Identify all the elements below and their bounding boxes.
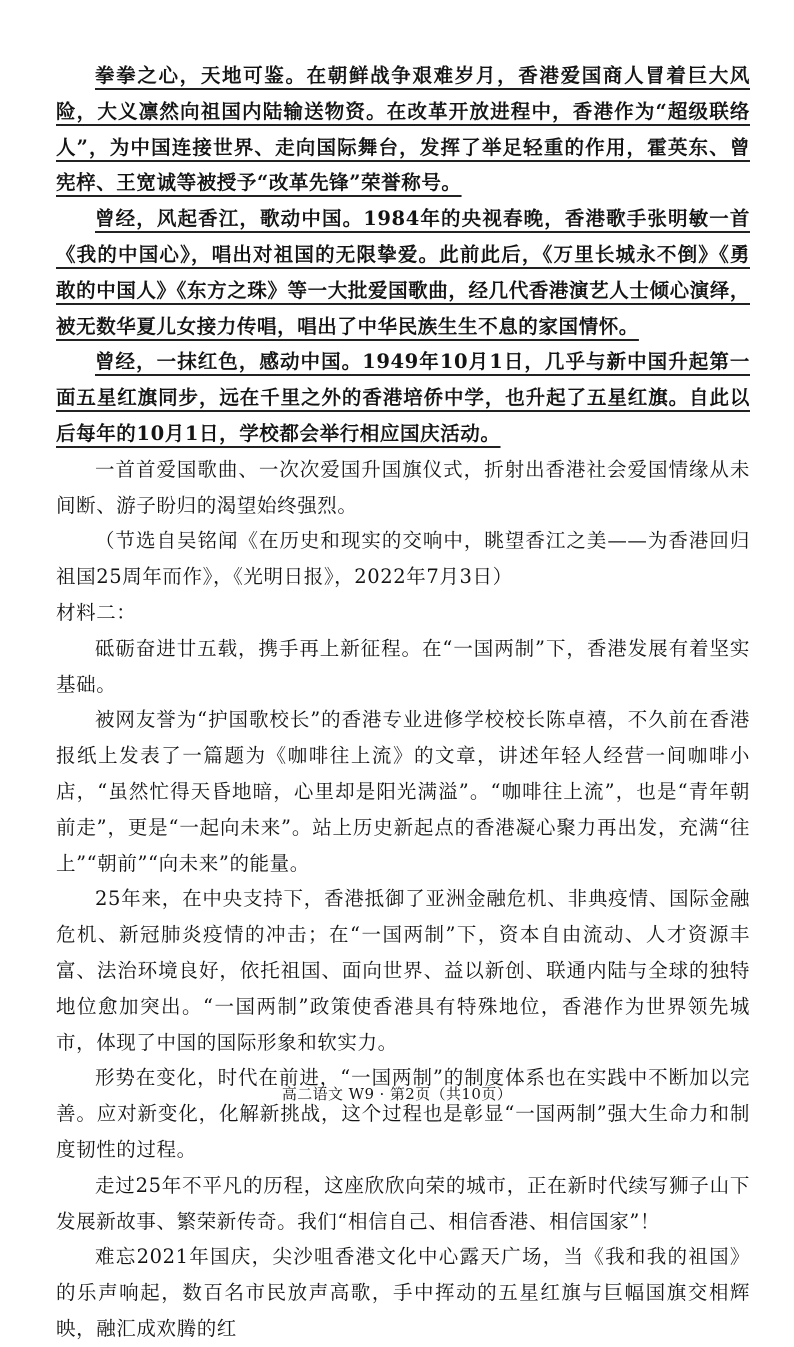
- page-footer: 高二语文 W9 · 第2页（共10页）: [281, 1085, 513, 1103]
- paragraph-new-journey: 砥砺奋进廿五载，携手再上新征程。在“一国两制”下，香港发展有着坚实基础。: [56, 636, 750, 696]
- paragraph-flourishing-city: 走过25年不平凡的历程，这座欣欣向荣的城市，正在新时代续写狮子山下发展新故事、繁荣新传奇。我们“相信自己、相信香港、相信国家”！: [56, 1173, 750, 1233]
- underlined-text: 曾经，一抹红色，感动中国。1949年10月1日，几乎与新中国升起第一面五星红旗同步，远在千里之外的香港培侨中学，也升起了五星红旗。自此以后每年的10月1日，学校都会举行相应国庆活动。: [56, 350, 750, 445]
- paragraph-changing-times: 形势在变化，时代在前进，“一国两制”的制度体系也在实践中不断加以完善。应对新变化，化解新挑战，这个过程也是彰显“一国两制”强大生命力和制度韧性的过程。: [56, 1066, 750, 1161]
- paragraph-national-flag: [56, 344, 750, 451]
- paragraph-coffee-article: 被网友誉为“护国歌校长”的香港专业进修学校校长陈卓禧，不久前在香港报纸上发表了一篇题为《咖啡往上流》的文章，讲述年轻人经营一间咖啡小店，“虽然忙得天昏地暗，心里却是阳光满溢”。“咖啡往上流”，也是“青年朝前走”，更是“一起向未来”。站上历史新起点的香港凝心聚力再出发，充满“往上”“朝前”“向未来”的能量。: [56, 708, 750, 875]
- paragraph-25-years: 25年来，在中央支持下，香港抵御了亚洲金融危机、非典疫情、国际金融危机、新冠肺炎疫情的冲击；在“一国两制”下，资本自由流动、人才资源丰富、法治环境良好，依托祖国、面向世界、益以新创、联通内陆与全球的独特地位愈加突出。“一国两制”政策使香港具有特殊地位，香港作为世界领先城市，体现了中国的国际形象和软实力。: [56, 887, 750, 1054]
- underlined-text: 拳拳之心，天地可鉴。在朝鲜战争艰难岁月，香港爱国商人冒着巨大风险，大义凛然向祖国内陆输送物资。在改革开放进程中，香港作为“超级联络人”，为中国连接世界、走向国际舞台，发挥了举足轻重的作用，霍英东、曾宪梓、王宽诚等被授予“改革先锋”荣誉称号。: [56, 64, 750, 195]
- paragraph-national-day-2021: 难忘2021年国庆，尖沙咀香港文化中心露天广场，当《我和我的祖国》的乐声响起，数百名市民放声高歌，手中挥动的五星红旗与巨幅国旗交相辉映，融汇成欢腾的红: [56, 1245, 750, 1340]
- source-citation: （节选自吴铭闻《在历史和现实的交响中，眺望香江之美——为香港回归祖国25周年而作》，《光明日报》，2022年7月3日）: [56, 529, 750, 589]
- underlined-text: 曾经，风起香江，歌动中国。1984年的央视春晚，香港歌手张明敏一首《我的中国心》，唱出对祖国的无限挚爱。此前此后，《万里长城永不倒》《勇敢的中国人》《东方之珠》等一大批爱国歌曲，经几代香港演艺人士倾心演绎，被无数华夏儿女接力传唱，唱出了中华民族生生不息的家国情怀。: [56, 207, 750, 338]
- paragraph-summary: 一首首爱国歌曲、一次次爱国升国旗仪式，折射出香港社会爱国情缘从未间断、游子盼归的渴望始终强烈。: [56, 457, 750, 517]
- paragraph-patriotic-merchants: [56, 58, 750, 201]
- paragraph-patriotic-songs: [56, 201, 750, 344]
- material-two-label: 材料二：: [56, 600, 137, 624]
